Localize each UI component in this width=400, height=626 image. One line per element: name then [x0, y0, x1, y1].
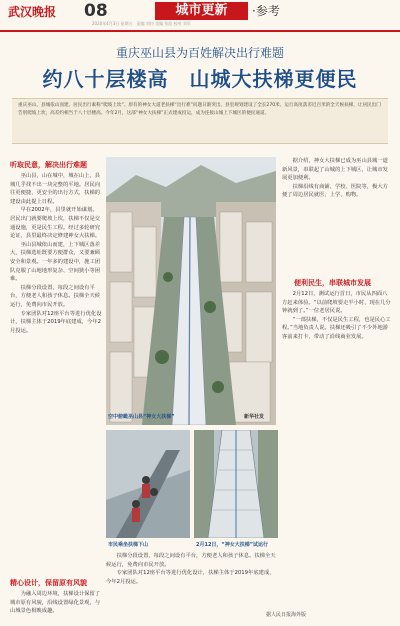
article-lead: 重庆巫山，县城依山而建，居民出行素称“爬坡上坎”。原有的神女大道老扶梯“出行难”问题日渐突出。县里规划建设了全长270米、运行高度落差近百米的全天候扶梯，让居民出门告别爬坡上坎，高差约相当于八十层楼高。今年2月，这部“神女大扶梯”正式建成投运，成为连接山城上下城区的便民通道。: [12, 98, 388, 144]
section-title: 城市更新: [155, 2, 248, 20]
riders-photo: [106, 430, 190, 538]
paragraph: 扶梯分段设置，每段之间设有平台，方便老人和孩子休息。扶梯全天候运行，免费向市民开放。: [10, 284, 101, 308]
article-headline: 约八十层楼高 山城大扶梯更便民: [42, 67, 358, 91]
paragraph: 为融入周边环境，扶梯设计保留了城市原有风貌，沿线设置绿化景观，与山城景色相映成趣。: [10, 591, 101, 615]
byline: 据人民日报海外版: [266, 612, 307, 618]
section-heading-3: 便利民生，串联城市发展: [294, 279, 371, 287]
header-rule: [0, 30, 400, 32]
aerial-escalator-photo: [106, 157, 276, 425]
section-heading-2: 精心设计，保留原有风貌: [10, 579, 87, 587]
paragraph: 专家团队对12座平台等进行优化设计，扶梯主体于2019年底建成，今年2月投运。: [10, 310, 102, 334]
photo-caption: 空中俯瞰巫山县“神女大扶梯”: [108, 414, 175, 420]
escalator-photo: [194, 430, 278, 538]
paragraph: 扶梯沿线有商铺、学校、医院等，极大方便了周边居民就医、上学、购物。: [282, 183, 388, 199]
riders-photo-illustration: [106, 430, 190, 538]
aerial-photo-illustration: [106, 157, 276, 425]
photo-caption: 市民乘坐扶梯下山: [108, 542, 149, 548]
paragraph: 专家团队对12座平台等进行优化设计，扶梯主体于2019年底建成，今年2月投运。: [106, 570, 275, 585]
masthead: [0, 0, 400, 30]
paragraph: “一部扶梯，不仅是民生工程，也是民心工程。”当地负责人说。扶梯还吸引了不少外地游客前来打卡，带动了沿线商业发展。: [282, 316, 391, 340]
right-column-text-2: [282, 290, 392, 608]
paragraph: 扶梯分段设置，每段之间设有平台，方便老人和孩子休息。扶梯全天候运行，免费向市民开放。: [106, 553, 276, 568]
section-subtitle: ·参考: [252, 4, 280, 18]
article-kicker: 重庆巫山县为百姓解决出行难题: [115, 46, 284, 60]
paragraph: 巫山县，山在城中，城在山上，县城几乎找不出一块完整的平地。居民向往更便捷、更安全的出行方式，扶梯的建设由此提上日程。: [10, 173, 101, 205]
paragraph: 早在2002年，县里就开始谋划。居民出门就要爬坡上坎，扶梯不仅是交通设施，更是民生工程。经过多轮研究论证，县里最终决定修建神女大扶梯。: [10, 207, 101, 240]
left-column-text: [10, 172, 102, 416]
paragraph: 巫山县城依山而建，上下城区落差大，扶梯选址既要方便群众，又要兼顾安全和景观。一年多的建设中，施工团队克服了山地地形复杂、空间狭小等困难。: [10, 241, 101, 283]
paragraph: 2月12日，测试运行首日，市民从四面八方赶来体验。“以前爬坡要走半小时，现在几分钟就到了。”一位老居民说。: [282, 291, 391, 315]
section-heading-1: 听取民意，解决出行难题: [10, 161, 87, 169]
photo-credit: 新华社发: [244, 414, 265, 420]
bottom-middle-text: [106, 552, 278, 624]
right-column-text: [282, 157, 392, 274]
left-column-text-bottom: [10, 590, 102, 624]
paper-name: 武汉晚报: [8, 5, 57, 19]
date-line: 2020年4月3日 星期五 责编 刘钊 美编 张欣 校对 刘军: [92, 21, 191, 26]
paragraph: 据介绍，神女大扶梯已成为巫山县城一道新风景，串联起了山城的上下城区，让城市发展更加便利。: [282, 158, 388, 182]
escalator-photo-illustration: [194, 430, 278, 538]
page-number: 08: [84, 1, 108, 21]
photo-caption: 2月12日，“神女大扶梯”试运行: [196, 542, 269, 548]
